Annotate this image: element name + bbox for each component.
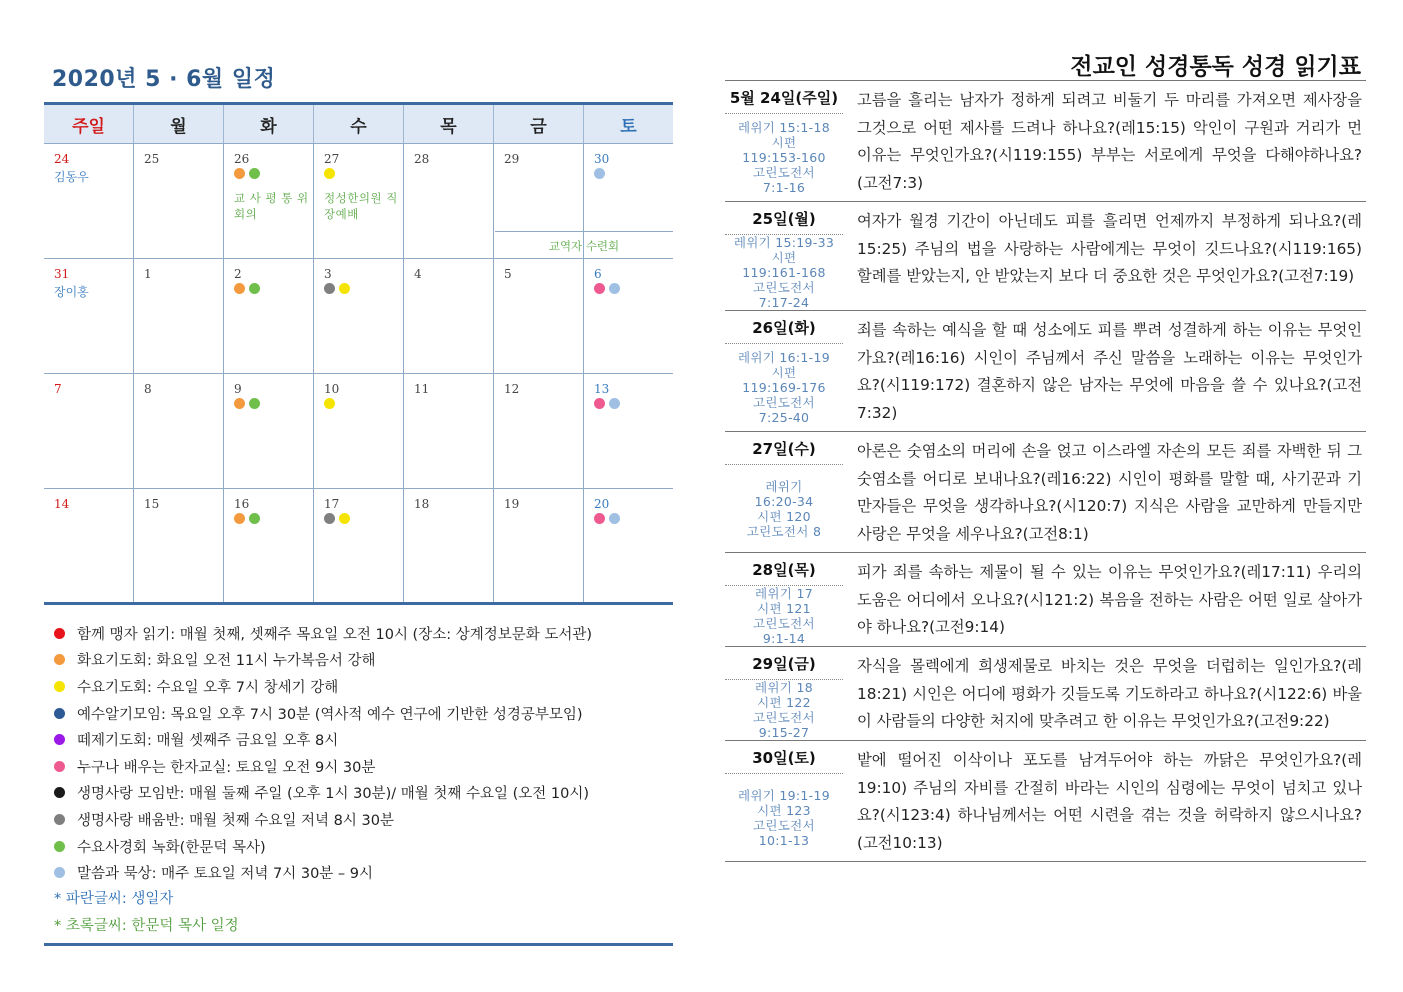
day-number: 27	[324, 152, 340, 166]
calendar-day	[493, 374, 583, 488]
reading-ref: 119:161-168	[742, 265, 826, 280]
event-dot-icon	[249, 398, 260, 409]
reading-ref: 시편 122	[757, 695, 811, 710]
reading-refs	[725, 114, 843, 201]
weekday-mon: 월	[133, 105, 223, 143]
day-number: 26	[234, 152, 250, 166]
calendar-day	[403, 489, 493, 602]
legend-text: 누구나 배우는 한자교실: 토요일 오전 9시 30분	[77, 759, 376, 776]
calendar-day	[133, 374, 223, 488]
weekday-sun: 주일	[72, 116, 105, 137]
reading-questions: 고름을 흘리는 남자가 정하게 되려고 비둘기 두 마리를 가져오면 제사장을 그것으로 어떤 제사를 드려나 하나요?(레15:15) 악인이 구원과 거리가 먼 이유는 무엇인가요?(시119:155) 부부는 서로에게 무엇을 다해야하나요?(고전7:3)	[857, 91, 1362, 192]
event-dot-icon	[609, 283, 620, 294]
reading-date: 28일(목)	[725, 553, 843, 586]
reading-ref: 레위기 19:1-19	[738, 787, 830, 803]
legend-dot-icon	[54, 628, 65, 639]
calendar-week	[44, 144, 673, 259]
event-dot-icon	[234, 283, 245, 294]
calendar-day	[403, 144, 493, 258]
reading-date: 5월 24일(주일)	[725, 81, 843, 114]
calendar-day	[493, 489, 583, 602]
calendar-week	[44, 489, 673, 605]
reading-entry	[725, 202, 1366, 311]
legend-item	[44, 859, 673, 886]
day-number: 20	[594, 497, 610, 511]
weekday-sat: 토	[583, 105, 673, 143]
calendar-day	[44, 144, 133, 258]
reading-ref: 고린도전서	[753, 616, 815, 631]
legend-dot-icon	[54, 867, 65, 878]
event-dot-icon	[324, 398, 335, 409]
event-dots	[324, 513, 403, 525]
calendar-day	[133, 144, 223, 258]
event-dots	[234, 513, 313, 525]
legend-text: 떼제기도회: 매월 셋째주 금요일 오후 8시	[77, 733, 339, 750]
day-number: 15	[144, 497, 160, 511]
reading-ref: 7:1-16	[762, 180, 806, 195]
span-event-retreat: 교역자 수련회	[495, 231, 673, 259]
reading-entry	[725, 311, 1366, 432]
legend-text: 예수알기모임: 목요일 오후 7시 30분 (역사적 예수 연구에 기반한 성경공부모임)	[77, 706, 583, 723]
reading-plan-table	[725, 80, 1366, 862]
event-dots	[234, 283, 313, 295]
day-number: 10	[324, 382, 340, 396]
reading-plan-title: 전교인 성경통독 성경 읽기표	[1070, 54, 1361, 80]
legend-note-pastor: * 초록글씨: 한문덕 목사 일정	[54, 917, 239, 934]
event-dot-icon	[339, 513, 350, 524]
event-dots	[324, 398, 403, 410]
event-dots	[234, 168, 313, 180]
reading-refs	[725, 235, 843, 310]
day-number: 11	[414, 382, 430, 396]
legend-item	[44, 833, 673, 860]
reading-ref: 시편	[771, 135, 797, 150]
event-dots	[234, 398, 313, 410]
legend-text: 수요사경회 녹화(한문덕 목사)	[77, 839, 266, 856]
reading-refs	[725, 586, 843, 646]
reading-left-col	[725, 741, 843, 861]
reading-ref: 레위기 16:1-19	[738, 350, 830, 365]
day-number: 8	[144, 382, 152, 396]
reading-entry	[725, 432, 1366, 553]
reading-questions: 밭에 떨어진 이삭이나 포도를 남겨두어야 하는 까닭은 무엇인가요?(레19:10) 주님의 자비를 간절히 바라는 시인의 심령에는 무엇이 넘치고 있나요?(시123:4) 하나님께서는 어떤 시련을 겪는 것을 허락하지 않으시나요?(고전10:13)	[857, 751, 1362, 852]
legend-dot-icon	[54, 681, 65, 692]
reading-left-col	[725, 202, 843, 310]
reading-ref: 119:169-176	[742, 380, 826, 395]
reading-ref: 고린도전서	[753, 280, 815, 295]
day-number: 25	[144, 152, 160, 166]
event-dots	[324, 168, 403, 180]
reading-questions: 피가 죄를 속하는 제물이 될 수 있는 이유는 무엇인가요?(레17:11) 우리의 도움은 어디에서 오나요?(시121:2) 복음을 전하는 사람은 어떤 일로 살아가야 하나요?(고전9:14)	[857, 563, 1362, 636]
legend-dot-icon	[54, 708, 65, 719]
legend-item	[44, 700, 673, 727]
schedule-legend	[44, 620, 673, 946]
day-number: 16	[234, 497, 250, 511]
reading-left-col	[725, 647, 843, 740]
event-dot-icon	[234, 513, 245, 524]
legend-text: 화요기도회: 화요일 오전 11시 누가복음서 강해	[77, 653, 376, 670]
weekday-wed: 수	[313, 105, 403, 143]
day-number: 14	[54, 497, 70, 511]
day-number: 28	[414, 152, 430, 166]
reading-ref: 119:153-160	[742, 150, 826, 165]
calendar-day	[583, 489, 673, 602]
reading-ref: 고린도전서	[753, 165, 815, 180]
legend-dot-icon	[54, 841, 65, 852]
event-dot-icon	[339, 283, 350, 294]
legend-text: 수요기도회: 수요일 오후 7시 창세기 강해	[77, 679, 339, 696]
calendar-day	[493, 259, 583, 373]
reading-date: 25일(월)	[725, 202, 843, 235]
calendar-grid	[44, 102, 673, 605]
event-dots	[594, 513, 673, 525]
event-dot-icon	[324, 513, 335, 524]
reading-ref: 레위기 15:19-33	[733, 235, 835, 250]
event-dot-icon	[249, 168, 260, 179]
event-dot-icon	[594, 283, 605, 294]
day-event: 정성한의원 직장예배	[324, 191, 398, 221]
reading-ref: 7:25-40	[758, 410, 810, 425]
reading-date: 29일(금)	[725, 647, 843, 680]
calendar-day	[223, 259, 313, 373]
reading-date: 30일(토)	[725, 741, 843, 774]
legend-items	[44, 620, 673, 886]
reading-date: 26일(화)	[725, 311, 843, 344]
day-number: 5	[504, 267, 512, 281]
reading-ref: 시편	[771, 365, 797, 380]
legend-item	[44, 753, 673, 780]
day-number: 30	[594, 152, 610, 166]
calendar-day	[313, 489, 403, 602]
reading-ref: 시편 121	[757, 601, 811, 616]
day-number: 2	[234, 267, 242, 281]
day-number: 18	[414, 497, 430, 511]
calendar-day	[403, 374, 493, 488]
reading-left-col	[725, 432, 843, 552]
calendar-title: 2020년 5 · 6월 일정	[52, 67, 276, 92]
event-dots	[594, 168, 673, 180]
reading-ref: 9:1-14	[762, 631, 806, 646]
reading-ref: 고린도전서	[753, 395, 815, 410]
legend-dot-icon	[54, 761, 65, 772]
event-dot-icon	[594, 168, 605, 179]
calendar-weeks	[44, 144, 673, 605]
legend-dot-icon	[54, 734, 65, 745]
legend-text: 생명사랑 배움반: 매월 첫째 수요일 저녁 8시 30분	[77, 812, 394, 829]
reading-date: 27일(수)	[725, 432, 843, 465]
legend-item	[44, 647, 673, 674]
day-number: 9	[234, 382, 242, 396]
legend-item	[44, 780, 673, 807]
event-dots	[594, 398, 673, 410]
event-dot-icon	[324, 168, 335, 179]
reading-questions: 죄를 속하는 예식을 할 때 성소에도 피를 뿌려 성결하게 하는 이유는 무엇인가요?(레16:16) 시인이 주님께서 주신 말씀을 노래하는 이유는 무엇인가요?(시119:172) 결혼하지 않은 남자는 무엇에 마음을 쓸 수 있나요?(고전7:32)	[857, 321, 1362, 422]
event-dot-icon	[594, 513, 605, 524]
reading-ref: 9:15-27	[758, 725, 810, 740]
birthday-name: 김동우	[54, 170, 89, 184]
event-dot-icon	[609, 398, 620, 409]
reading-refs	[725, 774, 843, 861]
calendar-day	[583, 374, 673, 488]
calendar-week	[44, 374, 673, 489]
legend-item	[44, 620, 673, 647]
event-dot-icon	[234, 168, 245, 179]
event-dot-icon	[249, 283, 260, 294]
weekday-tue: 화	[223, 105, 313, 143]
day-number: 7	[54, 382, 62, 396]
reading-refs	[725, 344, 843, 431]
reading-entry	[725, 647, 1366, 741]
reading-questions: 아론은 숫염소의 머리에 손을 얹고 이스라엘 자손의 모든 죄를 자백한 뒤 그 숫염소를 어디로 보내나요?(레16:22) 시인이 평화를 말할 때, 사기꾼과 기만자들은 무엇을 생각하나요?(시120:7) 지식은 사람을 교만하게 만들지만 사랑은 무엇을 세우나요?(고전8:1)	[857, 442, 1362, 543]
birthday-name: 장이홍	[54, 285, 89, 299]
event-dot-icon	[324, 283, 335, 294]
day-number: 24	[54, 152, 70, 166]
weekday-thu: 목	[403, 105, 493, 143]
calendar-day	[44, 259, 133, 373]
calendar-day	[44, 374, 133, 488]
reading-left-col	[725, 553, 843, 646]
legend-item	[44, 673, 673, 700]
day-number: 3	[324, 267, 332, 281]
calendar-day	[313, 374, 403, 488]
weekday-fri: 금	[493, 105, 583, 143]
reading-questions: 여자가 월경 기간이 아닌데도 피를 흘리면 언제까지 부정하게 되나요?(레15:25) 주님의 법을 사랑하는 사람에게는 무엇이 깃드나요?(시119:165) 할례를 받았는지, 안 받았는지 보다 더 중요한 것은 무엇인가요?(고전7:19)	[857, 212, 1362, 285]
day-number: 4	[414, 267, 422, 281]
reading-ref: 시편	[771, 250, 797, 265]
reading-left-col	[725, 81, 843, 201]
day-number: 19	[504, 497, 520, 511]
reading-ref: 시편 123	[757, 802, 811, 818]
calendar-day	[223, 374, 313, 488]
reading-entry	[725, 741, 1366, 862]
reading-ref: 레위기	[765, 478, 803, 494]
reading-refs	[725, 680, 843, 740]
reading-ref: 16:20-34	[754, 493, 814, 509]
day-number: 29	[504, 152, 520, 166]
reading-entry	[725, 81, 1366, 202]
reading-ref: 7:17-24	[758, 295, 810, 310]
event-dots	[594, 283, 673, 295]
legend-text: 생명사랑 모임반: 매월 둘째 주일 (오후 1시 30분)/ 매월 첫째 수요일 (오전 10시)	[77, 786, 590, 803]
day-number: 17	[324, 497, 340, 511]
legend-item	[44, 726, 673, 753]
calendar-day	[313, 259, 403, 373]
calendar-day	[44, 489, 133, 602]
legend-dot-icon	[54, 814, 65, 825]
reading-questions: 자식을 몰렉에게 희생제물로 바치는 것은 무엇을 더럽히는 일인가요?(레18:21) 시인은 어디에 평화가 깃들도록 기도하라고 하나요?(시122:6) 바울이 사람들의 다양한 처지에 맞추려고 한 이유는 무엇인가요?(고전9:22)	[857, 657, 1362, 730]
reading-ref: 레위기 15:1-18	[738, 120, 830, 135]
event-dot-icon	[234, 398, 245, 409]
legend-note-birthday: * 파란글씨: 생일자	[54, 890, 174, 907]
event-dot-icon	[609, 513, 620, 524]
calendar-day	[133, 489, 223, 602]
day-number: 1	[144, 267, 152, 281]
legend-dot-icon	[54, 787, 65, 798]
calendar-day	[403, 259, 493, 373]
calendar-week	[44, 259, 673, 374]
reading-refs	[725, 465, 843, 552]
day-number: 13	[594, 382, 610, 396]
day-number: 31	[54, 267, 70, 281]
event-dot-icon	[594, 398, 605, 409]
legend-dot-icon	[54, 654, 65, 665]
day-event: 교 사 평 통 위 회의	[234, 191, 309, 221]
legend-text: 함께 맹자 읽기: 매월 첫째, 셋째주 목요일 오전 10시 (장소: 상계정보문화 도서관)	[77, 626, 593, 643]
reading-ref: 레위기 17	[755, 586, 813, 601]
legend-item	[44, 806, 673, 833]
calendar-day	[583, 259, 673, 373]
reading-ref: 고린도전서	[753, 817, 815, 833]
calendar-day	[313, 144, 403, 258]
reading-ref: 고린도전서	[753, 710, 815, 725]
legend-text: 말씀과 묵상: 매주 토요일 저녁 7시 30분 – 9시	[77, 866, 374, 883]
calendar-day	[133, 259, 223, 373]
event-dots	[324, 283, 403, 295]
calendar-day	[223, 489, 313, 602]
day-number: 12	[504, 382, 520, 396]
reading-entry	[725, 553, 1366, 647]
reading-ref: 레위기 18	[755, 680, 813, 695]
reading-ref: 시편 120	[757, 508, 811, 524]
weekday-header	[44, 102, 673, 144]
reading-ref: 고린도전서 8	[746, 523, 822, 539]
reading-ref: 10:1-13	[758, 832, 810, 848]
day-number: 6	[594, 267, 602, 281]
calendar-day	[223, 144, 313, 258]
event-dot-icon	[249, 513, 260, 524]
reading-left-col	[725, 311, 843, 431]
